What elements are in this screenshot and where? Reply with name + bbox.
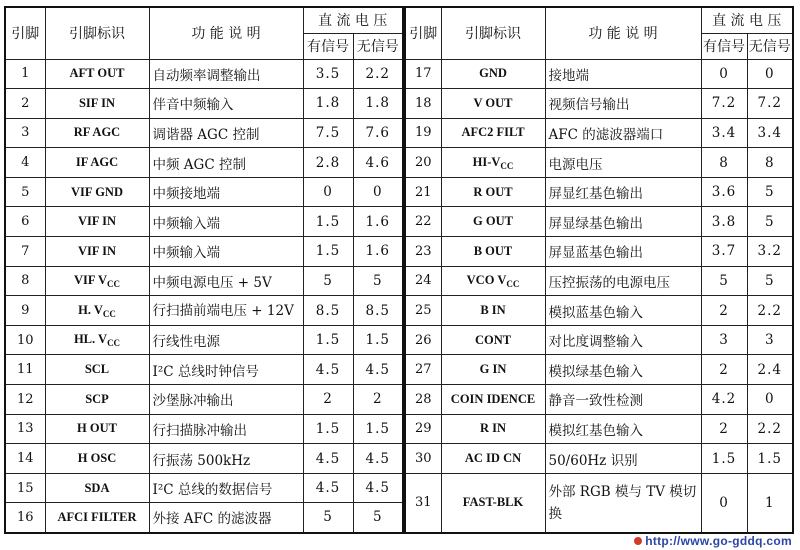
table-row (5, 444, 403, 474)
pin-function-cell: 中频输入端 (149, 207, 303, 237)
voltage-with-signal-cell: 1.5 (303, 414, 353, 444)
pin-function-cell: 接地端 (545, 59, 701, 89)
table-row (405, 89, 793, 119)
table-row (5, 325, 403, 355)
pin-function-cell: 中频电源电压 + 5V (149, 266, 303, 296)
pin-number-cell: 25 (405, 296, 441, 326)
voltage-no-signal-cell: 5 (747, 177, 793, 207)
voltage-with-signal-cell: 8.5 (303, 296, 353, 326)
pin-number-cell: 15 (5, 473, 45, 503)
table-row (405, 414, 793, 444)
voltage-no-signal-cell: 2.2 (747, 296, 793, 326)
voltage-no-signal-cell: 4.5 (353, 444, 403, 474)
pin-number-cell: 12 (5, 385, 45, 415)
table-row (5, 148, 403, 178)
watermark-url: http://www.go-gddq.com (645, 534, 792, 548)
pin-function-cell: 外部 RGB 模与 TV 模切换 (545, 473, 701, 532)
pin-label-cell: R IN (441, 414, 545, 444)
pin-function-cell: 屏显绿基色输出 (545, 207, 701, 237)
voltage-with-signal-cell: 7.5 (303, 118, 353, 148)
pin-function-cell: 视频信号输出 (545, 89, 701, 119)
pin-number-cell: 10 (5, 325, 45, 355)
pin-label-cell: SCP (45, 385, 149, 415)
pin-function-cell: 模拟绿基色输入 (545, 355, 701, 385)
voltage-no-signal-cell: 0 (747, 385, 793, 415)
voltage-with-signal-cell: 1.5 (303, 237, 353, 267)
pin-function-cell: 自动频率调整输出 (149, 59, 303, 89)
header-function: 功 能 说 明 (149, 7, 303, 59)
voltage-with-signal-cell: 3.8 (701, 207, 747, 237)
voltage-no-signal-cell: 4.5 (353, 355, 403, 385)
voltage-with-signal-cell: 0 (303, 177, 353, 207)
table-row (5, 89, 403, 119)
pin-label-cell: $HI-V_{CC}$ (441, 148, 545, 178)
pin-function-cell: 屏显红基色输出 (545, 177, 701, 207)
voltage-with-signal-cell: 3.4 (701, 118, 747, 148)
pin-label-cell: HL. $V_{CC}$ (45, 325, 149, 355)
pin-function-cell: 调谐器 AGC 控制 (149, 118, 303, 148)
voltage-no-signal-cell: 5 (747, 207, 793, 237)
voltage-no-signal-cell: 4.5 (353, 473, 403, 503)
pin-function-cell: AFC 的滤波器端口 (545, 118, 701, 148)
pin-function-cell: 行扫描前端电压 + 12V (149, 296, 303, 326)
pin-number-cell: 16 (5, 503, 45, 533)
pin-number-cell: 28 (405, 385, 441, 415)
table-row (5, 118, 403, 148)
pin-number-cell: 9 (5, 296, 45, 326)
pin-label-cell: H. $V_{CC}$ (45, 296, 149, 326)
pin-function-cell: 压控振荡的电源电压 (545, 266, 701, 296)
voltage-no-signal-cell: 0 (353, 177, 403, 207)
voltage-with-signal-cell: 4.5 (303, 444, 353, 474)
table-row (405, 237, 793, 267)
pin-function-cell: 行振荡 500kHz (149, 444, 303, 474)
table-row (405, 266, 793, 296)
voltage-with-signal-cell: 5 (701, 266, 747, 296)
header-function-right: 功 能 说 明 (545, 7, 701, 59)
pin-label-cell: GND (441, 59, 545, 89)
pin-label-cell: FAST-BLK (441, 473, 545, 532)
pin-number-cell: 24 (405, 266, 441, 296)
voltage-with-signal-cell: 1.5 (701, 444, 747, 474)
table-row (405, 296, 793, 326)
table-row (405, 118, 793, 148)
voltage-with-signal-cell: 4.5 (303, 473, 353, 503)
voltage-no-signal-cell: 5 (747, 266, 793, 296)
table-row (405, 207, 793, 237)
voltage-no-signal-cell: 7.2 (747, 89, 793, 119)
pin-number-cell: 1 (5, 59, 45, 89)
pin-label-cell: R OUT (441, 177, 545, 207)
pin-table-left (4, 6, 404, 534)
voltage-no-signal-cell: 3.2 (747, 237, 793, 267)
pin-function-cell: 中频输入端 (149, 237, 303, 267)
pin-label-cell: COIN IDENCE (441, 385, 545, 415)
table-row (405, 177, 793, 207)
pin-function-cell: 外接 AFC 的滤波器 (149, 503, 303, 533)
pin-label-cell: H OSC (45, 444, 149, 474)
voltage-no-signal-cell: 2.2 (747, 414, 793, 444)
pin-number-cell: 21 (405, 177, 441, 207)
pin-number-cell: 8 (5, 266, 45, 296)
watermark-logo-icon (634, 537, 642, 545)
voltage-with-signal-cell: 3.7 (701, 237, 747, 267)
pin-number-cell: 27 (405, 355, 441, 385)
voltage-no-signal-cell: 1.6 (353, 237, 403, 267)
table-row (405, 59, 793, 89)
pin-number-cell: 7 (5, 237, 45, 267)
pin-number-cell: 4 (5, 148, 45, 178)
voltage-no-signal-cell: 0 (747, 59, 793, 89)
header-with-signal-right: 有信号 (701, 33, 747, 59)
pin-label-cell: SIF IN (45, 89, 149, 119)
voltage-with-signal-cell: 4.5 (303, 355, 353, 385)
pin-number-cell: 3 (5, 118, 45, 148)
pin-label-cell: CONT (441, 325, 545, 355)
pin-function-cell: 沙堡脉冲输出 (149, 385, 303, 415)
voltage-no-signal-cell: 2 (353, 385, 403, 415)
table-row (5, 207, 403, 237)
voltage-no-signal-cell: 1.5 (747, 444, 793, 474)
voltage-with-signal-cell: 1.5 (303, 207, 353, 237)
table-row (5, 296, 403, 326)
header-label: 引脚标识 (45, 7, 149, 59)
pin-label-cell: VIF IN (45, 207, 149, 237)
header-dc-voltage-right: 直 流 电 压 (701, 7, 793, 33)
header-with-signal: 有信号 (303, 33, 353, 59)
pin-function-cell: 模拟蓝基色输入 (545, 296, 701, 326)
table-row (5, 59, 403, 89)
pin-number-cell: 5 (5, 177, 45, 207)
table-row (5, 503, 403, 533)
voltage-no-signal-cell: 8.5 (353, 296, 403, 326)
voltage-with-signal-cell: 2.8 (303, 148, 353, 178)
table-row (405, 473, 793, 532)
voltage-with-signal-cell: 4.2 (701, 385, 747, 415)
voltage-with-signal-cell: 5 (303, 266, 353, 296)
header-dc-voltage: 直 流 电 压 (303, 7, 403, 33)
voltage-with-signal-cell: 0 (701, 473, 747, 532)
voltage-no-signal-cell: 3 (747, 325, 793, 355)
table-row (405, 444, 793, 474)
table-row (5, 177, 403, 207)
pin-function-cell: 中频接地端 (149, 177, 303, 207)
pin-label-cell: VIF GND (45, 177, 149, 207)
voltage-with-signal-cell: 2 (701, 355, 747, 385)
voltage-with-signal-cell: 2 (303, 385, 353, 415)
pin-number-cell: 20 (405, 148, 441, 178)
pin-number-cell: 13 (5, 414, 45, 444)
pin-label-cell: G OUT (441, 207, 545, 237)
pin-label-cell: AFT OUT (45, 59, 149, 89)
table-row (5, 385, 403, 415)
pin-number-cell: 14 (5, 444, 45, 474)
pin-table-document (4, 6, 794, 538)
pin-number-cell: 30 (405, 444, 441, 474)
pin-function-cell: I²C 总线的数据信号 (149, 473, 303, 503)
pin-label-cell: G IN (441, 355, 545, 385)
pin-label-cell: B OUT (441, 237, 545, 267)
pin-label-cell: SCL (45, 355, 149, 385)
voltage-no-signal-cell: 5 (353, 266, 403, 296)
pin-label-cell: AFCI FILTER (45, 503, 149, 533)
header-no-signal: 无信号 (353, 33, 403, 59)
pin-number-cell: 17 (405, 59, 441, 89)
table-row (5, 355, 403, 385)
table-row (5, 237, 403, 267)
pin-function-cell: 伴音中频输入 (149, 89, 303, 119)
table-row (405, 385, 793, 415)
pin-function-cell: 行线性电源 (149, 325, 303, 355)
pin-label-cell: B IN (441, 296, 545, 326)
voltage-no-signal-cell: 2.4 (747, 355, 793, 385)
voltage-with-signal-cell: 3.5 (303, 59, 353, 89)
voltage-no-signal-cell: 5 (353, 503, 403, 533)
pin-function-cell: 模拟红基色输入 (545, 414, 701, 444)
pin-table-right-body (405, 59, 793, 533)
pin-function-cell: 对比度调整输入 (545, 325, 701, 355)
voltage-with-signal-cell: 0 (701, 59, 747, 89)
voltage-no-signal-cell: 4.6 (353, 148, 403, 178)
voltage-no-signal-cell: 2.2 (353, 59, 403, 89)
pin-label-cell: VIF IN (45, 237, 149, 267)
pin-number-cell: 2 (5, 89, 45, 119)
voltage-no-signal-cell: 7.6 (353, 118, 403, 148)
pin-label-cell: AC ID CN (441, 444, 545, 474)
pin-number-cell: 22 (405, 207, 441, 237)
voltage-with-signal-cell: 1.8 (303, 89, 353, 119)
pin-label-cell: IF AGC (45, 148, 149, 178)
voltage-no-signal-cell: 8 (747, 148, 793, 178)
pin-function-cell: 静音一致性检测 (545, 385, 701, 415)
voltage-with-signal-cell: 1.5 (303, 325, 353, 355)
pin-label-cell: AFC2 FILT (441, 118, 545, 148)
pin-label-cell: SDA (45, 473, 149, 503)
pin-table-left-body (5, 59, 403, 533)
pin-number-cell: 11 (5, 355, 45, 385)
pin-label-cell: VIF $V_{CC}$ (45, 266, 149, 296)
watermark (634, 534, 792, 548)
voltage-no-signal-cell: 3.4 (747, 118, 793, 148)
pin-label-cell: H OUT (45, 414, 149, 444)
voltage-with-signal-cell: 3 (701, 325, 747, 355)
voltage-no-signal-cell: 1.8 (353, 89, 403, 119)
pin-number-cell: 18 (405, 89, 441, 119)
table-row (405, 325, 793, 355)
pin-label-cell: RF AGC (45, 118, 149, 148)
table-row (405, 355, 793, 385)
voltage-with-signal-cell: 2 (701, 296, 747, 326)
table-row (405, 148, 793, 178)
pin-label-cell: V OUT (441, 89, 545, 119)
table-row (5, 266, 403, 296)
voltage-with-signal-cell: 7.2 (701, 89, 747, 119)
voltage-no-signal-cell: 1.5 (353, 414, 403, 444)
pin-function-cell: 50/60Hz 识别 (545, 444, 701, 474)
pin-function-cell: 电源电压 (545, 148, 701, 178)
header-pin: 引脚 (5, 7, 45, 59)
pin-number-cell: 31 (405, 473, 441, 532)
voltage-with-signal-cell: 8 (701, 148, 747, 178)
voltage-no-signal-cell: 1.6 (353, 207, 403, 237)
pin-function-cell: 行扫描脉冲输出 (149, 414, 303, 444)
voltage-with-signal-cell: 2 (701, 414, 747, 444)
pin-number-cell: 6 (5, 207, 45, 237)
pin-number-cell: 23 (405, 237, 441, 267)
pin-number-cell: 19 (405, 118, 441, 148)
pin-function-cell: 屏显蓝基色输出 (545, 237, 701, 267)
pin-label-cell: VCO $V_{CC}$ (441, 266, 545, 296)
voltage-with-signal-cell: 3.6 (701, 177, 747, 207)
pin-number-cell: 26 (405, 325, 441, 355)
header-no-signal-right: 无信号 (747, 33, 793, 59)
voltage-no-signal-cell: 1.5 (353, 325, 403, 355)
header-pin-right: 引脚 (405, 7, 441, 59)
pin-table-right (404, 6, 794, 534)
pin-number-cell: 29 (405, 414, 441, 444)
header-label-right: 引脚标识 (441, 7, 545, 59)
pin-function-cell: I²C 总线时钟信号 (149, 355, 303, 385)
voltage-with-signal-cell: 5 (303, 503, 353, 533)
voltage-no-signal-cell: 1 (747, 473, 793, 532)
pin-function-cell: 中频 AGC 控制 (149, 148, 303, 178)
table-row (5, 473, 403, 503)
table-row (5, 414, 403, 444)
